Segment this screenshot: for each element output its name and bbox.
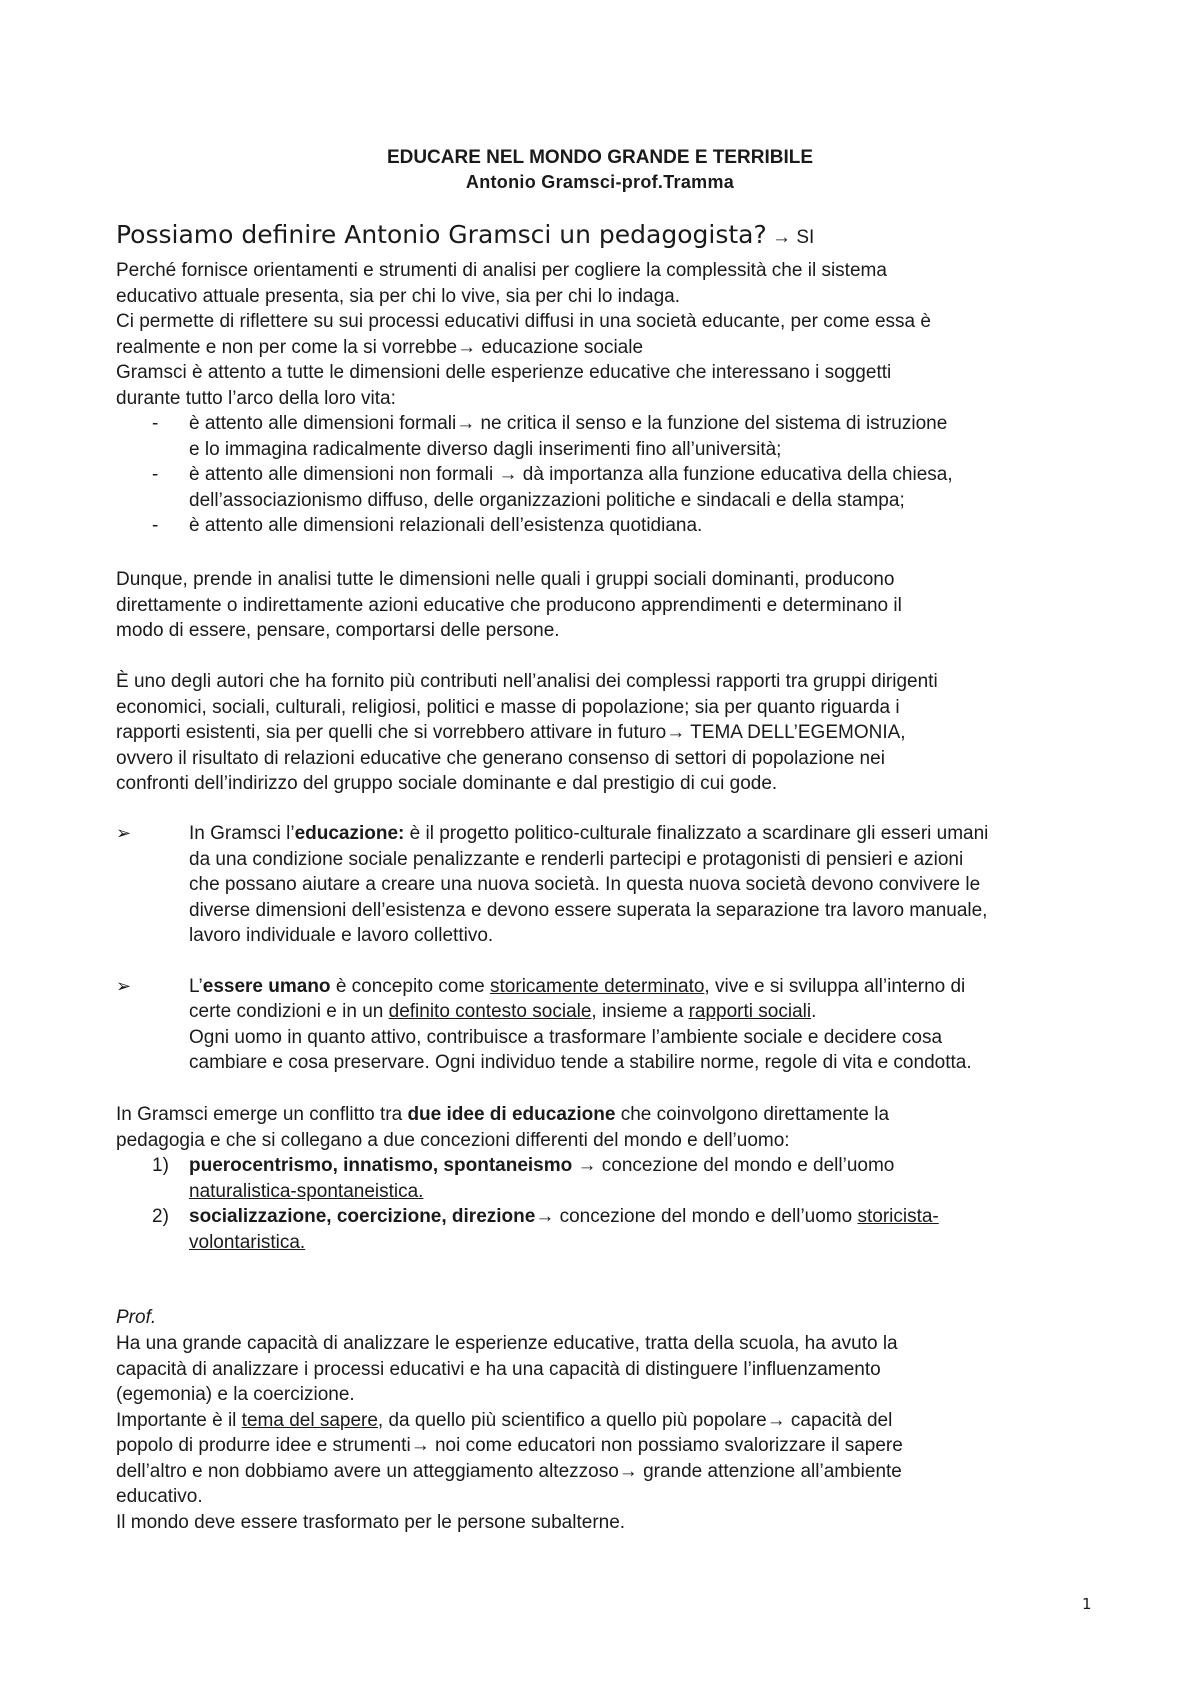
intro-paragraph [116, 258, 1116, 411]
bold-text: due idee di educazione [407, 1104, 616, 1125]
text-line [116, 335, 1116, 361]
text-line [116, 695, 1116, 721]
text-run: modo di essere, pensare, comportarsi delle persone. [116, 620, 560, 641]
underlined-text: volontaristica. [189, 1231, 306, 1253]
text-line [116, 618, 1116, 644]
text-run: . [811, 1001, 817, 1022]
arrow-icon: → [410, 1435, 435, 1456]
text-line [189, 462, 1116, 488]
text-run: è attento alle dimensioni formali [189, 413, 457, 434]
text-run: Ha una grande capacità di analizzare le esperienze educative, tratta della scuola, ha avuto la [116, 1333, 898, 1354]
text-run: Importante è il [116, 1409, 242, 1431]
arrow-icon: → [498, 464, 523, 485]
text-run: durante tutto l’arco della loro vita: [116, 387, 396, 409]
page-number: 1 [1082, 1595, 1092, 1613]
text-line [189, 872, 1116, 898]
list-item [116, 411, 1116, 462]
list-item-text [116, 462, 1116, 513]
arrow-icon: → [618, 1460, 644, 1482]
text-line [189, 488, 1116, 514]
text-line [189, 847, 1116, 873]
dash-bullet: - [152, 515, 159, 536]
text-line [116, 1459, 1116, 1485]
underlined-text: storicista- [857, 1206, 939, 1227]
text-run: educativo attuale presenta, sia per chi lo vive, sia per chi lo indaga. [116, 285, 680, 307]
text-run: (egemonia) e la coercizione. [116, 1384, 355, 1405]
text-run: concezione del mondo e dell’uomo [601, 1155, 895, 1176]
dash-bullet: - [152, 464, 159, 485]
text-line [116, 1510, 1116, 1536]
text-run: capacità del [790, 1409, 893, 1431]
text-run: Ogni uomo in quanto attivo, contribuisce a trasformare l’ambiente sociale e decidere cosa [189, 1026, 943, 1048]
text-line [189, 1025, 1116, 1051]
text-run: economici, sociali, culturali, religiosi, politici e masse di popolazione; sia per quanto riguarda i [116, 696, 900, 718]
arrow-icon: → [666, 722, 691, 743]
paragraph-egemonia [116, 669, 1116, 797]
bold-text: essere umano [202, 975, 331, 997]
text-line [116, 567, 1116, 593]
text-run: In Gramsci emerge un conflitto tra [116, 1104, 408, 1125]
text-run: noi come educatori non possiamo svalorizzare il sapere [434, 1435, 903, 1456]
list-item-text [116, 821, 1116, 949]
text-run: dell’altro e non dobbiamo avere un atteggiamento altezzoso [116, 1460, 619, 1482]
text-line [116, 386, 1116, 412]
text-run: Ci permette di riflettere su sui processi educativi diffusi in una società educante, per come essa è [116, 311, 931, 332]
text-run: Il mondo deve essere trasformato per le persone subalterne. [116, 1511, 626, 1533]
underlined-text: definito contesto sociale [388, 1001, 592, 1022]
arrow-bullet-list [116, 821, 1116, 1076]
text-run: che possano aiutare a creare una nuova società. In questa nuova società devono convivere le [189, 874, 981, 895]
heading-question: Possiamo definire Antonio Gramsci un pedagogista? [116, 220, 767, 249]
text-run: In Gramsci l’ [189, 823, 295, 844]
underlined-text: storicamente determinato [490, 975, 705, 997]
text-line [189, 923, 1116, 949]
text-run: e lo immagina radicalmente diverso dagli inserimenti fino all’università; [189, 438, 782, 460]
text-run: pedagogia e che si collegano a due concezioni differenti del mondo e dell’uomo: [116, 1129, 790, 1151]
arrow-icon: → [457, 336, 482, 358]
bold-text: socializzazione, coercizione, direzione [189, 1206, 536, 1227]
text-line [116, 1357, 1116, 1383]
text-line [116, 360, 1116, 386]
text-line [116, 1382, 1116, 1408]
arrow-icon: → [577, 1155, 602, 1176]
dash-list [116, 411, 1116, 539]
text-line [116, 1102, 1116, 1128]
text-line [116, 284, 1116, 310]
arrow-icon: → [535, 1206, 560, 1227]
text-run: educazione sociale [481, 336, 644, 358]
text-run: che coinvolgono direttamente la [615, 1104, 890, 1125]
text-run: capacità di analizzare i processi educativi e ha una capacità di distinguere l’influenzamento [116, 1358, 881, 1380]
text-run: diverse dimensioni dell’esistenza e devono essere superata la separazione tra lavoro manuale, [189, 899, 988, 921]
text-run: direttamente o indirettamente azioni educative che producono apprendimenti e determinano il [116, 594, 902, 616]
paragraph-dunque [116, 567, 1116, 644]
text-line [189, 1204, 1116, 1230]
paragraph-conflitto [116, 1102, 1116, 1153]
list-item [116, 821, 1116, 949]
text-line [116, 1433, 1116, 1459]
text-run: dell’associazionismo diffuso, delle organizzazioni politiche e sindacali e della stampa; [189, 489, 905, 511]
list-item [116, 513, 1116, 539]
list-item-text [116, 411, 1116, 462]
text-line [189, 1230, 1116, 1256]
text-line [189, 513, 1116, 539]
list-number: 2) [152, 1206, 169, 1227]
text-line [116, 771, 1116, 797]
text-run: è concepito come [330, 975, 491, 997]
text-line [189, 999, 1116, 1025]
text-run: , insieme a [591, 1001, 689, 1022]
text-run: , da quello più scientifico a quello più popolare [377, 1409, 767, 1431]
text-line [189, 974, 1116, 1000]
text-run: concezione del mondo e dell’uomo [559, 1206, 858, 1227]
arrow-bullet-icon: ➢ [116, 823, 132, 844]
list-item-text [116, 974, 1116, 1076]
list-item-text [116, 1153, 1116, 1204]
text-run: lavoro individuale e lavoro collettivo. [189, 925, 494, 946]
text-line [189, 411, 1116, 437]
text-line [116, 1128, 1116, 1154]
text-line [189, 1179, 1116, 1205]
text-line [116, 1484, 1116, 1510]
heading-answer: → SI [766, 227, 815, 248]
paragraph-prof [116, 1331, 1116, 1535]
text-line [189, 1050, 1116, 1076]
text-run: Perché fornisce orientamenti e strumenti di analisi per cogliere la complessità che il sistema [116, 260, 887, 281]
text-run: Gramsci è attento a tutte le dimensioni delle esperienze educative che interessano i soggetti [116, 362, 892, 383]
text-line [116, 746, 1116, 772]
text-run: L’ [189, 975, 203, 997]
text-line [116, 258, 1116, 284]
text-run: certe condizioni e in un [189, 1001, 389, 1022]
text-run: È uno degli autori che ha fornito più contributi nell’analisi dei complessi rapporti tra gruppi dirigenti [116, 671, 938, 692]
text-line [189, 898, 1116, 924]
text-line [116, 1408, 1116, 1434]
text-line [189, 437, 1116, 463]
text-run: popolo di produrre idee e strumenti [116, 1435, 411, 1456]
list-item [116, 1153, 1116, 1204]
numbered-list [116, 1153, 1116, 1255]
text-line [189, 1153, 1116, 1179]
text-run: è il progetto politico-culturale finalizzato a scardinare gli esseri umani [404, 823, 989, 844]
prof-label: Prof. [116, 1307, 157, 1328]
dash-bullet: - [152, 413, 159, 434]
text-run: grande attenzione all’ambiente [643, 1460, 902, 1482]
text-run: da una condizione sociale penalizzante e renderli partecipi e protagonisti di pensieri e azioni [189, 848, 964, 870]
list-number: 1) [152, 1155, 169, 1176]
list-item [116, 462, 1116, 513]
bold-text: educazione: [294, 823, 405, 844]
text-run: confronti dell’indirizzo del gruppo sociale dominante e dal prestigio di cui gode. [116, 773, 778, 794]
underlined-text: naturalistica-spontaneistica. [189, 1180, 424, 1202]
arrow-icon: → [766, 1409, 791, 1431]
text-line [116, 669, 1116, 695]
text-run: realmente e non per come la si vorrebbe [116, 336, 458, 358]
document-subtitle: Antonio Gramsci-prof.Tramma [465, 172, 735, 192]
list-item [116, 1204, 1116, 1255]
text-line [116, 1331, 1116, 1357]
underlined-text: tema del sapere [241, 1409, 378, 1431]
text-run: educativo. [116, 1486, 203, 1507]
text-run: rapporti esistenti, sia per quelli che si vorrebbero attivare in futuro [116, 722, 667, 743]
text-run: dà importanza alla funzione educativa della chiesa, [522, 464, 953, 485]
document-title: EDUCARE NEL MONDO GRANDE E TERRIBILE [386, 147, 814, 168]
text-run: cambiare e cosa preservare. Ogni individuo tende a stabilire norme, regole di vita e condotta. [189, 1052, 972, 1073]
underlined-text: rapporti sociali [688, 1001, 812, 1022]
section-heading [116, 218, 814, 255]
text-run: TEMA DELL’EGEMONIA, [690, 722, 906, 743]
text-line [116, 593, 1116, 619]
text-run: ne critica il senso e la funzione del sistema di istruzione [480, 413, 948, 434]
bold-text: puerocentrismo, innatismo, spontaneismo [189, 1155, 573, 1176]
text-line [116, 309, 1116, 335]
list-item-text [116, 1204, 1116, 1255]
list-item [116, 974, 1116, 1076]
text-run: ovvero il risultato di relazioni educative che generano consenso di settori di popolazione nei [116, 747, 885, 769]
text-line [116, 720, 1116, 746]
text-run: è attento alle dimensioni relazionali dell’esistenza quotidiana. [189, 515, 703, 536]
list-item-text [116, 513, 1116, 539]
text-run: è attento alle dimensioni non formali [189, 464, 499, 485]
text-run: , vive e si sviluppa all’interno di [704, 975, 966, 997]
arrow-bullet-icon: ➢ [116, 975, 132, 997]
text-line [189, 821, 1116, 847]
text-run: Dunque, prende in analisi tutte le dimensioni nelle quali i gruppi sociali dominanti, producono [116, 569, 895, 590]
arrow-icon: → [456, 413, 481, 434]
